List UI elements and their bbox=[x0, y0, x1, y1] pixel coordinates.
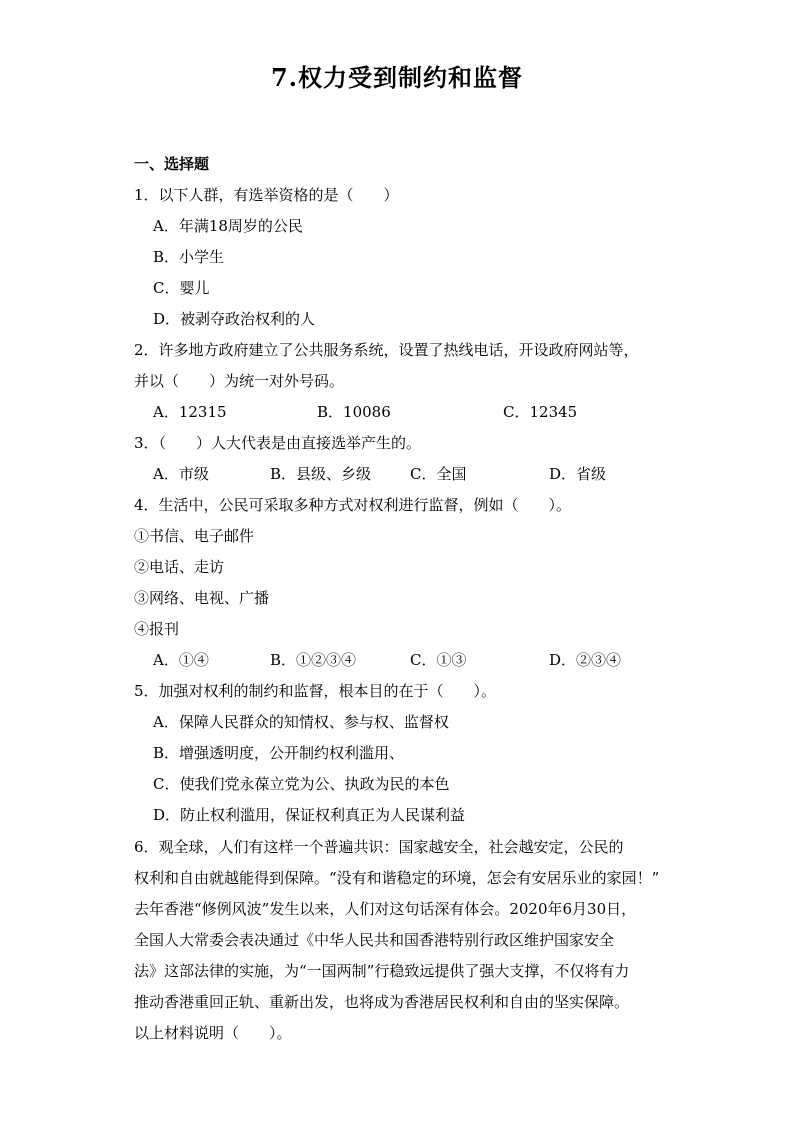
question-2-stem-line-1: 2．许多地方政府建立了公共服务系统，设置了热线电话，开设政府网站等， bbox=[134, 341, 639, 359]
question-5-option-d: D．防止权利滥用，保证权利真正为人民谋利益 bbox=[153, 806, 466, 824]
question-1-option-d: D．被剥夺政治权利的人 bbox=[153, 310, 316, 328]
question-6-line-7: 以上材料说明（ ）。 bbox=[134, 1024, 292, 1042]
question-1-option-a: A．年满18周岁的公民 bbox=[153, 217, 303, 235]
question-3-option-a: A．市级 bbox=[153, 465, 209, 483]
question-4-item-3: ③网络、电视、广播 bbox=[134, 589, 270, 607]
question-2-option-a: A．12315 bbox=[153, 403, 227, 421]
question-4-option-b: B．①②③④ bbox=[270, 651, 357, 669]
page-title: 7.权力受到制约和监督 bbox=[270, 63, 524, 92]
question-1-option-c: C．婴儿 bbox=[153, 279, 210, 297]
question-4-option-d: D．②③④ bbox=[549, 651, 622, 669]
question-4-item-4: ④报刊 bbox=[134, 620, 180, 638]
question-4-option-a: A．①④ bbox=[153, 651, 209, 669]
question-6-line-4: 全国人大常委会表决通过《中华人民共和国香港特别行政区维护国家安全 bbox=[134, 931, 615, 949]
question-2-option-c: C．12345 bbox=[503, 403, 578, 421]
question-4-option-c: C．①③ bbox=[410, 651, 467, 669]
question-5-stem: 5．加强对权利的制约和监督，根本目的在于（ ）。 bbox=[134, 682, 497, 700]
question-6-line-3: 去年香港“修例风波”发生以来，人们对这句话深有体会。2020年6月30日， bbox=[134, 900, 637, 918]
question-6-line-6: 推动香港重回正轨、重新出发，也将成为香港居民权利和自由的坚实保障。 bbox=[134, 993, 630, 1011]
question-2-stem-line-2: 并以（ ）为统一对外号码。 bbox=[134, 372, 345, 390]
question-1-stem: 1．以下人群，有选举资格的是（ ） bbox=[134, 186, 399, 204]
question-3-stem: 3．（ ）人大代表是由直接选举产生的。 bbox=[134, 434, 422, 452]
question-6-line-2: 权利和自由就越能得到保障。“没有和谐稳定的环境，怎会有安居乐业的家园！” bbox=[134, 869, 660, 887]
question-5-option-b: B．增强透明度，公开制约权利滥用、 bbox=[153, 744, 405, 762]
question-5-option-a: A．保障人民群众的知情权、参与权、监督权 bbox=[153, 713, 449, 731]
question-1-option-b: B．小学生 bbox=[153, 248, 225, 266]
question-3-option-c: C．全国 bbox=[410, 465, 467, 483]
question-3-option-b: B．县级、乡级 bbox=[270, 465, 372, 483]
question-6-line-5: 法》这部法律的实施，为“一国两制”行稳致远提供了强大支撑，不仅将有力 bbox=[134, 962, 630, 980]
question-5-option-c: C．使我们党永葆立党为公、执政为民的本色 bbox=[153, 775, 450, 793]
question-2-option-b: B．10086 bbox=[317, 403, 391, 421]
section-heading: 一、选择题 bbox=[134, 155, 210, 173]
question-4-item-2: ②电话、走访 bbox=[134, 558, 225, 576]
question-6-line-1: 6．观全球，人们有这样一个普遍共识：国家越安全，社会越安定，公民的 bbox=[134, 838, 624, 856]
question-4-stem: 4．生活中，公民可采取多种方式对权利进行监督，例如（ ）。 bbox=[134, 496, 572, 514]
question-3-option-d: D．省级 bbox=[549, 465, 607, 483]
question-4-item-1: ①书信、电子邮件 bbox=[134, 527, 255, 545]
